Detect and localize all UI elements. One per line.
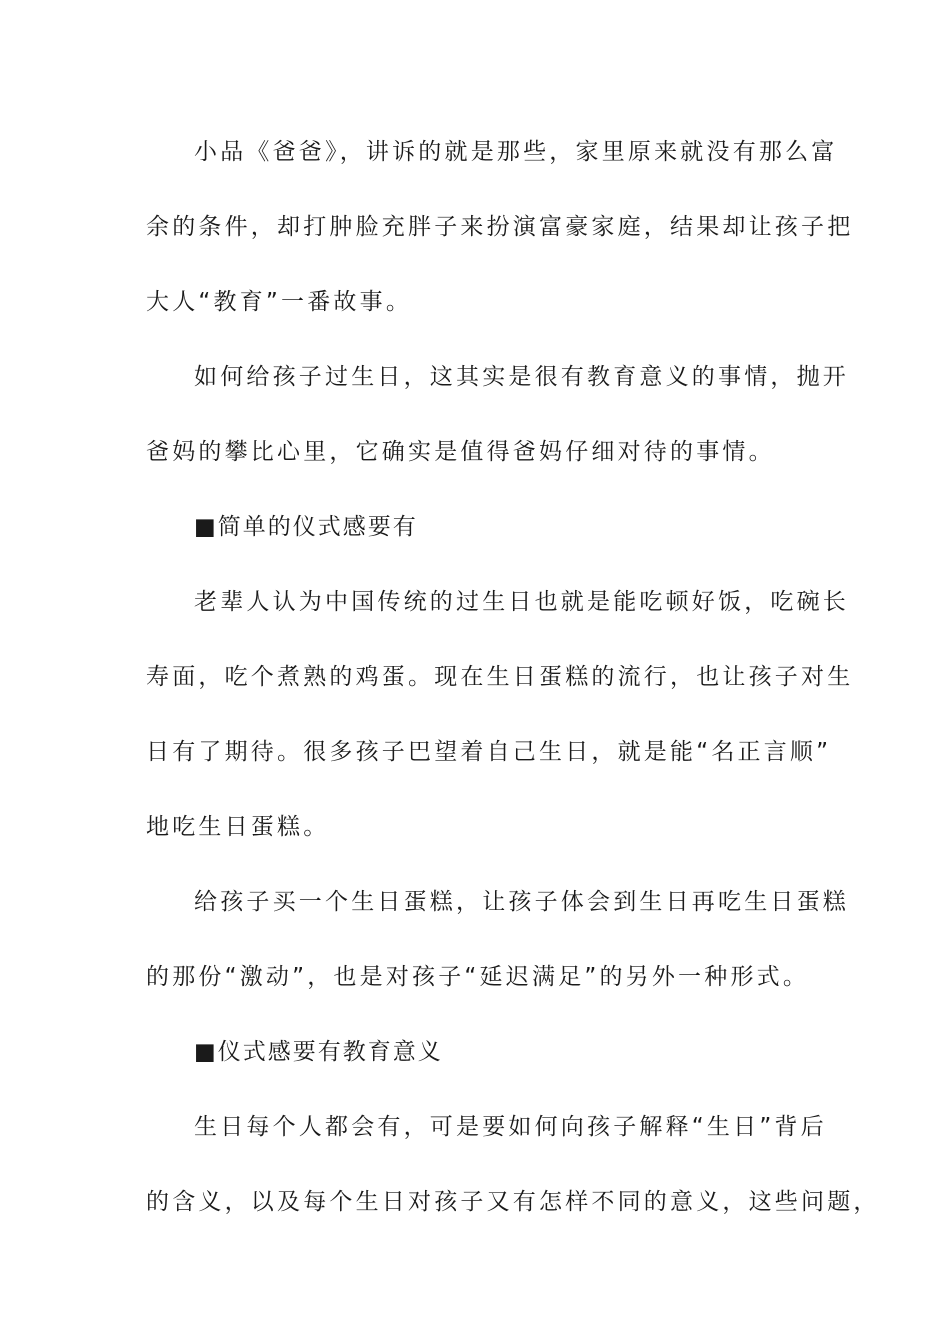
- paragraph-line: 寿面，吃个煮熟的鸡蛋。现在生日蛋糕的流行，也让孩子对生: [146, 664, 854, 690]
- paragraph-line: 日有了期待。很多孩子巴望着自己生日，就是能“名正言顺”: [146, 739, 832, 765]
- paragraph-line: 给孩子买一个生日蛋糕，让孩子体会到生日再吃生日蛋糕: [194, 889, 849, 915]
- paragraph-line: 的那份“激动”，也是对孩子“延迟满足”的另外一种形式。: [146, 964, 810, 990]
- section-heading: ■仪式感要有教育意义: [194, 1039, 443, 1065]
- paragraph-line: 老辈人认为中国传统的过生日也就是能吃顿好饭，吃碗长: [194, 589, 849, 615]
- paragraph-line: 地吃生日蛋糕。: [146, 814, 330, 840]
- section-heading: ■简单的仪式感要有: [194, 514, 418, 540]
- paragraph-line: 如何给孩子过生日，这其实是很有教育意义的事情，抛开: [194, 364, 849, 390]
- paragraph-line: 的含义，以及每个生日对孩子又有怎样不同的意义，这些问题，: [146, 1189, 880, 1215]
- paragraph-line: 小品《爸爸》，讲诉的就是那些，家里原来就没有那么富: [194, 139, 838, 165]
- paragraph-line: 余的条件，却打肿脸充胖子来扮演富豪家庭，结果却让孩子把: [146, 214, 854, 240]
- paragraph-line: 爸妈的攀比心里，它确实是值得爸妈仔细对待的事情。: [146, 439, 775, 465]
- paragraph-line: 大人“教育”一番故事。: [146, 289, 413, 315]
- paragraph-line: 生日每个人都会有，可是要如何向孩子解释“生日”背后: [194, 1114, 827, 1140]
